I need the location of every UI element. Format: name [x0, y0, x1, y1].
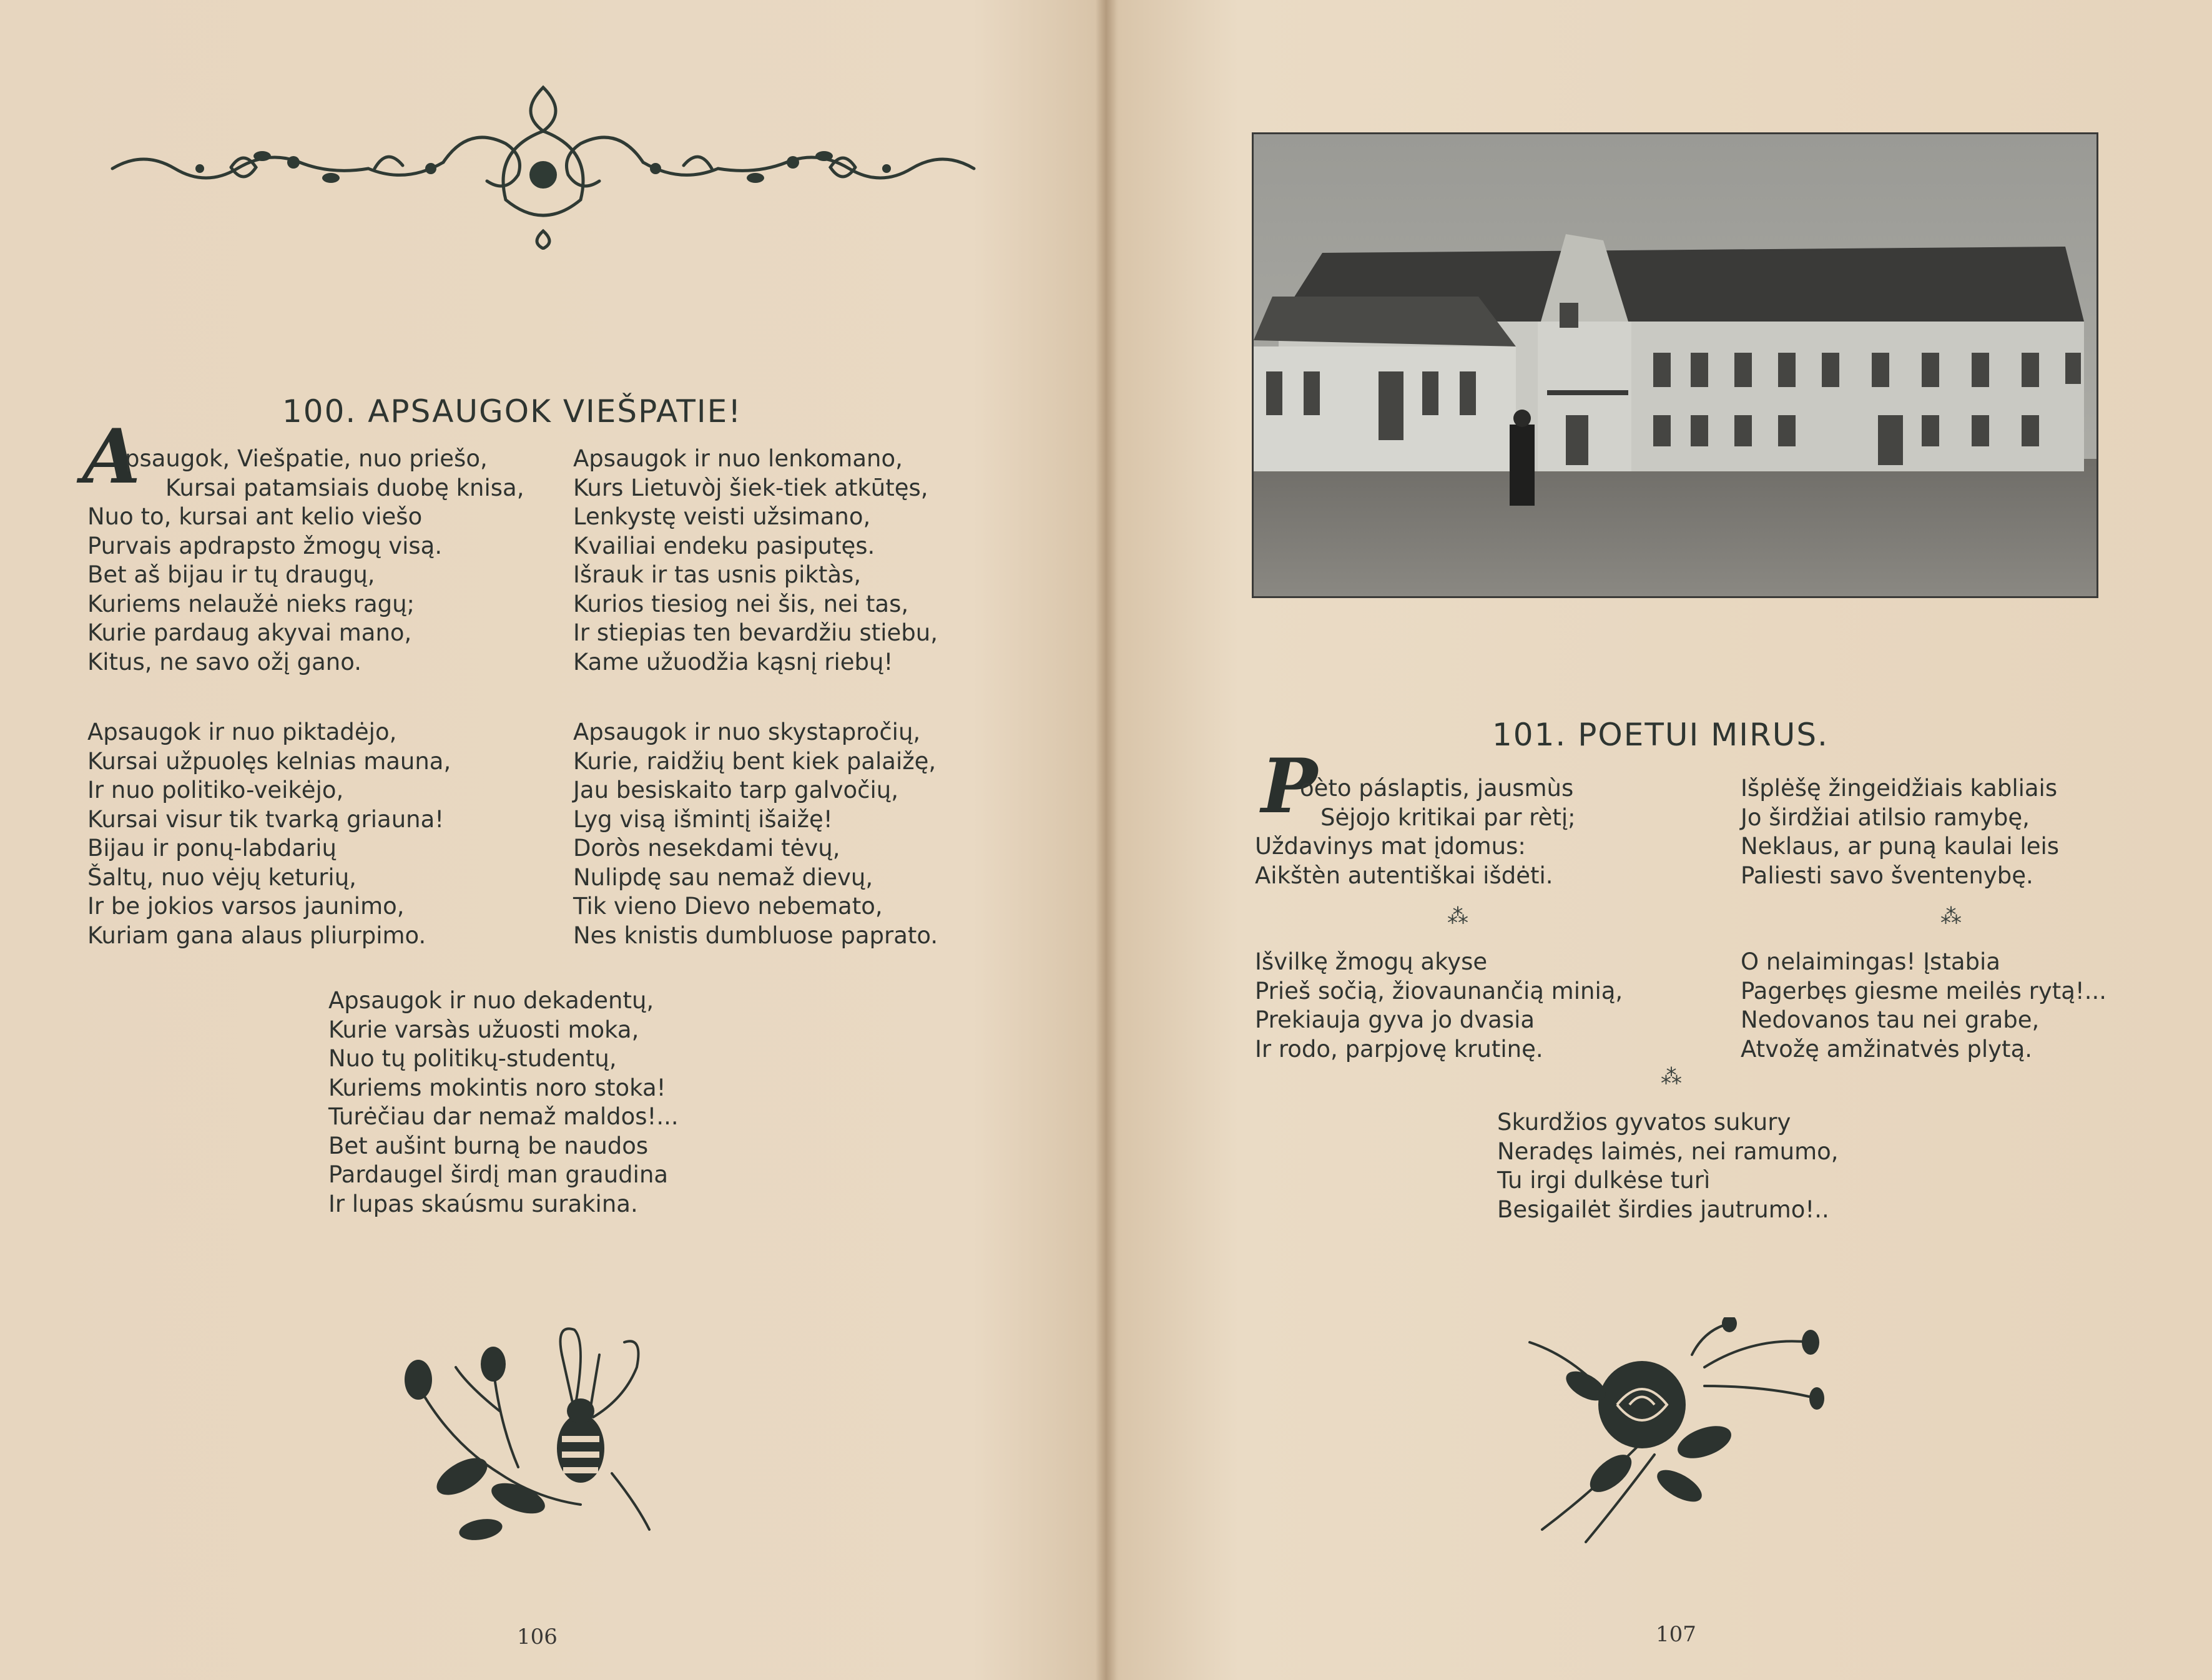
verse-line: Bijau ir ponų-labdarių: [87, 835, 337, 862]
verse-line: Besigailėt širdies jautrumo!..: [1497, 1196, 1829, 1223]
verse-line: Neradęs laimės, nei ramumo,: [1497, 1137, 1839, 1165]
verse-line: Ir rodo, parpjovę krutinę.: [1255, 1035, 1543, 1063]
stanza-4: [573, 718, 938, 950]
verse-line: Kurie pardaug akyvai mano,: [87, 619, 412, 646]
stanza-3: [87, 718, 451, 950]
poem-title: 100. APSAUGOK VIEŠPATIE!: [282, 393, 742, 430]
flowers-and-bee-vignette-icon: [375, 1317, 687, 1555]
verse-line: Išrauk ir tas usnis piktàs,: [573, 561, 862, 588]
stanza-2: [573, 445, 938, 677]
verse-line: Apsaugok ir nuo dekadentų,: [328, 987, 654, 1014]
verse-line: Apsaugok ir nuo lenkomano,: [573, 445, 903, 472]
verse-line: Kursai užpuolęs kelnias mauna,: [87, 747, 451, 775]
verse-line: psaugok, Viešpatie, nuo priešo,: [125, 445, 488, 472]
drop-cap-letter: P: [1261, 742, 1318, 830]
verse-line: Bet aušint burną be naudos: [328, 1132, 649, 1159]
verse-line: Kurie, raidžių bent kiek palaižę,: [573, 747, 936, 775]
verse-line: Kursai visur tik tvarką griauna!: [87, 805, 445, 833]
poem-title: 101. POETUI MIRUS.: [1492, 717, 1829, 753]
verse-line: Kurie varsàs užuosti moka,: [328, 1016, 639, 1043]
verse-line: Kurios tiesiog nei šis, nei tas,: [573, 590, 909, 617]
verse-line: Kvailiai endeku pasiputęs.: [573, 532, 875, 559]
verse-line: Ir nuo politiko-veikėjo,: [87, 777, 344, 803]
verse-line: Kuriam gana alaus pliurpimo.: [87, 921, 426, 949]
verse-line: Išvilkę žmogų akyse: [1255, 948, 1488, 975]
stanza-5: [328, 986, 679, 1219]
verse-line: Atvožę amžinatvės plytą.: [1741, 1035, 2032, 1063]
verse-line: Ir lupas skaúsmu surakina.: [328, 1190, 638, 1217]
verse-line: Nes knistis dumbluose paprato.: [573, 921, 938, 949]
verse-line: oèto páslaptis, jausmùs: [1300, 775, 1574, 802]
verse-line: Apsaugok ir nuo skystapročių,: [573, 719, 921, 745]
verse-line: Šaltų, nuo vėjų keturių,: [87, 863, 356, 891]
verse-line: Kurs Lietuvòj šiek-tiek atkūtęs,: [573, 474, 928, 501]
verse-line: Purvais apdrapsto žmogų visą.: [87, 532, 443, 559]
ornamental-scroll-headpiece-icon: [106, 75, 980, 250]
verse-line: Jau besiskaito tarp galvočių,: [573, 777, 898, 803]
verse-line: Nedovanos tau nei grabe,: [1741, 1006, 2040, 1033]
verse-line: Kame užuodžia kąsnį riebų!: [573, 648, 893, 675]
verse-line: Nulipdę sau nemaž dievų,: [573, 863, 873, 891]
verse-line: Neklaus, ar puną kaulai leis: [1741, 833, 2060, 860]
verse-line: Kitus, ne savo ožį gano.: [87, 648, 361, 675]
page-number: 107: [1656, 1622, 1696, 1647]
verse-line: Jo širdžiai atilsio ramybę,: [1741, 803, 2030, 831]
verse-line: Aikštèn autentiškai išdėti.: [1255, 862, 1553, 889]
verse-line: Ir be jokios varsos jaunimo,: [87, 893, 405, 920]
verse-line: Pagerbęs giesme meilės rytą!...: [1741, 977, 2107, 1005]
drop-cap-letter: A: [82, 413, 141, 501]
verse-line: Prekiauja gyva jo dvasia: [1255, 1006, 1535, 1033]
verse-line: Kursai patamsiais duobę knisa,: [165, 474, 524, 501]
stanza-2: [1741, 774, 2059, 890]
verse-line: Ir stiepias ten bevardžiu stiebu,: [573, 619, 938, 646]
verse-line: Nuo tų politikų-studentų,: [328, 1045, 617, 1072]
verse-line: Doròs nesekdami tėvų,: [573, 835, 840, 862]
verse-line: Uždavinys mat įdomus:: [1255, 833, 1526, 860]
verse-line: Prieš sočią, žiovaunančią minią,: [1255, 977, 1623, 1005]
verse-line: Turėčiau dar nemaž maldos!...: [328, 1103, 679, 1130]
verse-line: Lenkystę veisti užsimano,: [573, 503, 871, 530]
verse-line: Kuriems mokintis noro stoka!: [328, 1074, 666, 1101]
stanza-4: [1741, 948, 2106, 1064]
asterism-separator: ⁂: [1447, 904, 1468, 929]
verse-line: Tu irgi dulkėse turì: [1497, 1167, 1711, 1194]
verse-line: Tik vieno Dievo nebemato,: [573, 893, 883, 920]
page-number: 106: [517, 1624, 558, 1649]
verse-line: Paliesti savo šventenybę.: [1741, 862, 2033, 889]
verse-line: Apsaugok ir nuo piktadėjo,: [87, 719, 397, 745]
verse-line: Išplėšę žingeidžiais kabliais: [1741, 775, 2058, 802]
rose-bouquet-vignette-icon: [1517, 1317, 1854, 1548]
stanza-3: [1255, 948, 1623, 1064]
verse-line: O nelaimingas! Įstabia: [1741, 948, 2000, 975]
verse-line: Kuriems nelaužė nieks ragų;: [87, 590, 415, 617]
asterism-separator: ⁂: [1661, 1064, 1682, 1089]
verse-line: Sėjojo kritikai par rètį;: [1320, 803, 1576, 831]
stanza-1: [1255, 774, 1576, 890]
verse-line: Lyg visą išmintį išaižę!: [573, 805, 833, 833]
verse-line: Nuo to, kursai ant kelio viešo: [87, 503, 423, 530]
stanza-1: [87, 445, 524, 677]
asterism-separator: ⁂: [1940, 904, 1962, 929]
verse-line: Skurdžios gyvatos sukury: [1497, 1109, 1791, 1136]
verse-line: Pardaugel širdį man graudina: [328, 1161, 669, 1188]
verse-line: Bet aš bijau ir tų draugų,: [87, 561, 375, 588]
stanza-5: [1497, 1108, 1839, 1224]
building-photograph: [1252, 132, 2098, 598]
